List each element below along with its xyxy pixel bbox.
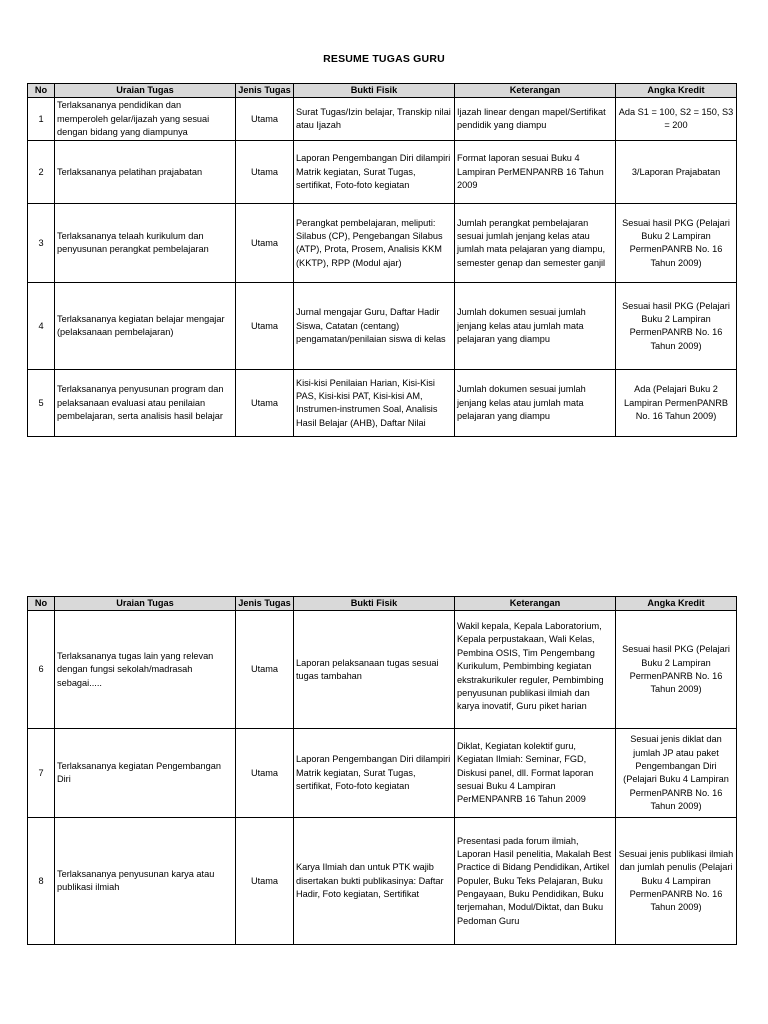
table-row — [28, 204, 737, 283]
cell-uraian-tugas: Terlaksananya penyusunan karya atau publikasi ilmiah — [55, 818, 236, 945]
cell-angka-kredit: Sesuai jenis publikasi ilmiah dan jumlah penulis (Pelajari Buku 4 Lampiran PermenPANRB No. 16 Tahun 2009) — [616, 818, 737, 945]
header-jenis-tugas: Jenis Tugas — [236, 84, 294, 98]
cell-keterangan: Jumlah dokumen sesuai jumlah jenjang kelas atau jumlah mata pelajaran yang diampu — [455, 370, 616, 437]
table-row — [28, 370, 737, 437]
cell-angka-kredit: 3/Laporan Prajabatan — [616, 141, 737, 204]
cell-angka-kredit: Ada (Pelajari Buku 2 Lampiran PermenPANRB No. 16 Tahun 2009) — [616, 370, 737, 437]
cell-no: 6 — [28, 611, 55, 729]
cell-bukti-fisik: Karya Ilmiah dan untuk PTK wajib disertakan bukti publikasinya: Daftar Hadir, Foto kegiatan, Sertifikat — [294, 818, 455, 945]
cell-keterangan: Ijazah linear dengan mapel/Sertifikat pendidik yang diampu — [455, 98, 616, 141]
cell-jenis-tugas: Utama — [236, 204, 294, 283]
cell-jenis-tugas: Utama — [236, 729, 294, 818]
cell-angka-kredit: Sesuai hasil PKG (Pelajari Buku 2 Lampiran PermenPANRB No. 16 Tahun 2009) — [616, 204, 737, 283]
cell-angka-kredit: Sesuai jenis diklat dan jumlah JP atau paket Pengembangan Diri (Pelajari Buku 4 Lampiran PermenPANRB No. 16 Tahun 2009) — [616, 729, 737, 818]
cell-bukti-fisik: Laporan Pengembangan Diri dilampiri Matrik kegiatan, Surat Tugas, sertifikat, Foto-foto kegiatan — [294, 729, 455, 818]
cell-no: 4 — [28, 283, 55, 370]
table-header-row — [28, 597, 737, 611]
cell-keterangan: Format laporan sesuai Buku 4 Lampiran PerMENPANRB 16 Tahun 2009 — [455, 141, 616, 204]
header-keterangan: Keterangan — [455, 84, 616, 98]
cell-jenis-tugas: Utama — [236, 283, 294, 370]
table-header-row — [28, 84, 737, 98]
cell-no: 7 — [28, 729, 55, 818]
header-no: No — [28, 597, 55, 611]
cell-angka-kredit: Sesuai hasil PKG (Pelajari Buku 2 Lampiran PermenPANRB No. 16 Tahun 2009) — [616, 611, 737, 729]
document-title: RESUME TUGAS GURU — [323, 53, 445, 65]
table-row — [28, 283, 737, 370]
header-uraian-tugas: Uraian Tugas — [55, 597, 236, 611]
resume-table-part-1 — [27, 83, 737, 437]
table-row — [28, 98, 737, 141]
cell-no: 5 — [28, 370, 55, 437]
cell-no: 3 — [28, 204, 55, 283]
cell-bukti-fisik: Kisi-kisi Penilaian Harian, Kisi-Kisi PAS, Kisi-kisi PAT, Kisi-kisi AM, Instrumen-instrumen Soal, Analisis Hasil Belajar (AHB), Daftar Nilai — [294, 370, 455, 437]
cell-uraian-tugas: Terlaksananya penyusunan program dan pelaksanaan evaluasi atau penilaian pembelajaran, serta analisis hasil belajar — [55, 370, 236, 437]
cell-jenis-tugas: Utama — [236, 818, 294, 945]
header-angka-kredit: Angka Kredit — [616, 597, 737, 611]
cell-keterangan: Diklat, Kegiatan kolektif guru, Kegiatan Ilmiah: Seminar, FGD, Diskusi panel, dll. Format laporan sesuai Buku 4 Lampiran PerMENPANRB 16 Tahun 2009 — [455, 729, 616, 818]
cell-bukti-fisik: Surat Tugas/Izin belajar, Transkip nilai atau Ijazah — [294, 98, 455, 141]
cell-no: 8 — [28, 818, 55, 945]
cell-uraian-tugas: Terlaksananya pelatihan prajabatan — [55, 141, 236, 204]
cell-keterangan: Jumlah dokumen sesuai jumlah jenjang kelas atau jumlah mata pelajaran yang diampu — [455, 283, 616, 370]
resume-table-part-2 — [27, 596, 737, 945]
table-row — [28, 729, 737, 818]
cell-angka-kredit: Ada S1 = 100, S2 = 150, S3 = 200 — [616, 98, 737, 141]
header-jenis-tugas: Jenis Tugas — [236, 597, 294, 611]
cell-keterangan: Presentasi pada forum ilmiah, Laporan Hasil penelitia, Makalah Best Practice di Bidang Pendidikan, Artikel Populer, Buku Teks Pelajaran, Buku Pengayaan, Buku Pendidikan, Buku terjemahan, Modul/Diktat, dan Buku Pedoman Guru — [455, 818, 616, 945]
table-row — [28, 818, 737, 945]
header-no: No — [28, 84, 55, 98]
cell-bukti-fisik: Jurnal mengajar Guru, Daftar Hadir Siswa, Catatan (centang) pengamatan/penilaian siswa di kelas — [294, 283, 455, 370]
header-bukti-fisik: Bukti Fisik — [294, 597, 455, 611]
header-uraian-tugas: Uraian Tugas — [55, 84, 236, 98]
header-bukti-fisik: Bukti Fisik — [294, 84, 455, 98]
cell-angka-kredit: Sesuai hasil PKG (Pelajari Buku 2 Lampiran PermenPANRB No. 16 Tahun 2009) — [616, 283, 737, 370]
cell-jenis-tugas: Utama — [236, 141, 294, 204]
cell-bukti-fisik: Laporan pelaksanaan tugas sesuai tugas tambahan — [294, 611, 455, 729]
cell-jenis-tugas: Utama — [236, 98, 294, 141]
cell-jenis-tugas: Utama — [236, 370, 294, 437]
cell-keterangan-text: Wakil kepala, Kepala Laboratorium, Kepala perpustakaan, Wali Kelas, Pembina OSIS, Tim Pengembang Kurikulum, Pembimbing kegiatan ekstrakurikuler reguler, Pembimbing penyusunan publikasi ilmiah dan karya inovatif, Guru piket harian — [457, 621, 604, 712]
header-angka-kredit: Angka Kredit — [616, 84, 737, 98]
cell-uraian-tugas: Terlaksananya pendidikan dan memperoleh gelar/ijazah yang sesuai dengan bidang yang diampunya — [55, 98, 236, 141]
cell-uraian-tugas: Terlaksananya kegiatan belajar mengajar (pelaksanaan pembelajaran) — [55, 283, 236, 370]
table-row — [28, 141, 737, 204]
cell-uraian-tugas: Terlaksananya kegiatan Pengembangan Diri — [55, 729, 236, 818]
cell-keterangan — [455, 611, 616, 729]
cell-bukti-fisik: Perangkat pembelajaran, meliputi: Silabus (CP), Pengebangan Silabus (ATP), Prota, Prosem, Analisis KKM (KKTP), RPP (Modul ajar) — [294, 204, 455, 283]
cell-uraian-tugas: Terlaksananya telaah kurikulum dan penyusunan perangkat pembelajaran — [55, 204, 236, 283]
table-row — [28, 611, 737, 729]
cell-no: 1 — [28, 98, 55, 141]
cell-no: 2 — [28, 141, 55, 204]
cell-keterangan: Jumlah perangkat pembelajaran sesuai jumlah jenjang kelas atau jumlah mata pelajaran yang diampu, semester genap dan semester ganjil — [455, 204, 616, 283]
cell-jenis-tugas: Utama — [236, 611, 294, 729]
cell-uraian-tugas: Terlaksananya tugas lain yang relevan dengan fungsi sekolah/madrasah sebagai..... — [55, 611, 236, 729]
header-keterangan: Keterangan — [455, 597, 616, 611]
cell-bukti-fisik: Laporan Pengembangan Diri dilampiri Matrik kegiatan, Surat Tugas, sertifikat, Foto-foto kegiatan — [294, 141, 455, 204]
